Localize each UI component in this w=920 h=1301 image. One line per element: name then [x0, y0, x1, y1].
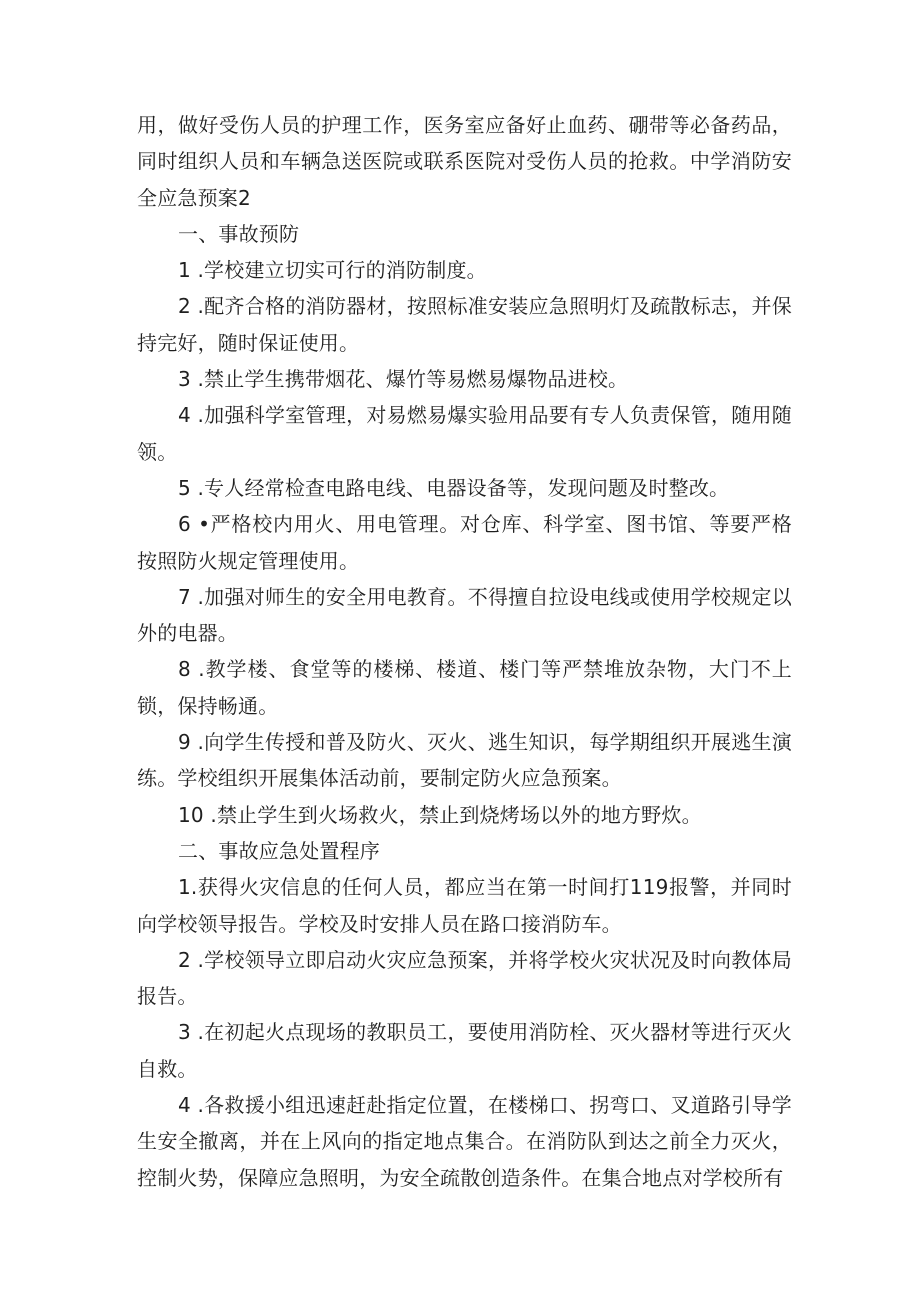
paragraph-item-7: 7 .加强对师生的安全用电教育。不得擅自拉设电线或使用学校规定以外的电器。: [137, 584, 792, 646]
section-heading-prevention: 一、事故预防: [178, 221, 300, 246]
paragraph-item-3: 3 .禁止学生携带烟花、爆竹等易燃易爆物品进校。: [178, 367, 629, 392]
paragraph-item-10: 10 .禁止学生到火场救火，禁止到烧烤场以外的地方野炊。: [178, 802, 702, 827]
paragraph-continuation: 用，做好受伤人员的护理工作，医务室应备好止血药、硼带等必备药品，同时组织人员和车辆急送医院或联系医院对受伤人员的抢救。中学消防安全应急预案2: [137, 113, 792, 210]
response-item-1: 1.获得火灾信息的任何人员，都应当在第一时间打119报警，并同时向学校领导报告。学校及时安排人员在路口接消防车。: [137, 875, 792, 936]
response-item-4: 4 .各救援小组迅速赶赴指定位置，在楼梯口、拐弯口、叉道路引导学生安全撤离，并在上风向的指定地点集合。在消防队到达之前全力灭火，控制火势，保障应急照明，为安全疏散创造条件。在集合地点对学校所有: [137, 1093, 792, 1190]
paragraph-item-8: 8 .教学楼、食堂等的楼梯、楼道、楼门等严禁堆放杂物，大门不上锁，保持畅通。: [137, 657, 792, 718]
paragraph-item-6: 6 •严格校内用火、用电管理。对仓库、科学室、图书馆、等要严格按照防火规定管理使用。: [137, 512, 792, 573]
document-body: [137, 107, 792, 1196]
response-item-2: 2 .学校领导立即启动火灾应急预案，并将学校火灾状况及时向教体局报告。: [137, 947, 792, 1009]
paragraph-item-4: 4 .加强科学室管理，对易燃易爆实验用品要有专人负责保管，随用随领。: [137, 403, 792, 464]
paragraph-item-9: 9 .向学生传授和普及防火、灭火、逃生知识，每学期组织开展逃生演练。学校组织开展集体活动前，要制定防火应急预案。: [137, 730, 792, 791]
paragraph-item-5: 5 .专人经常检查电路电线、电器设备等，发现问题及时整改。: [178, 475, 730, 500]
paragraph-item-2: 2 .配齐合格的消防器材，按照标准安装应急照明灯及疏散标志，并保持完好，随时保证使用。: [137, 294, 792, 355]
paragraph-item-1: 1 .学校建立切实可行的消防制度。: [178, 258, 487, 283]
section-heading-response: 二、事故应急处置程序: [178, 838, 380, 863]
response-item-3: 3 .在初起火点现场的教职员工，要使用消防栓、灭火器材等进行灭火自救。: [137, 1020, 792, 1081]
